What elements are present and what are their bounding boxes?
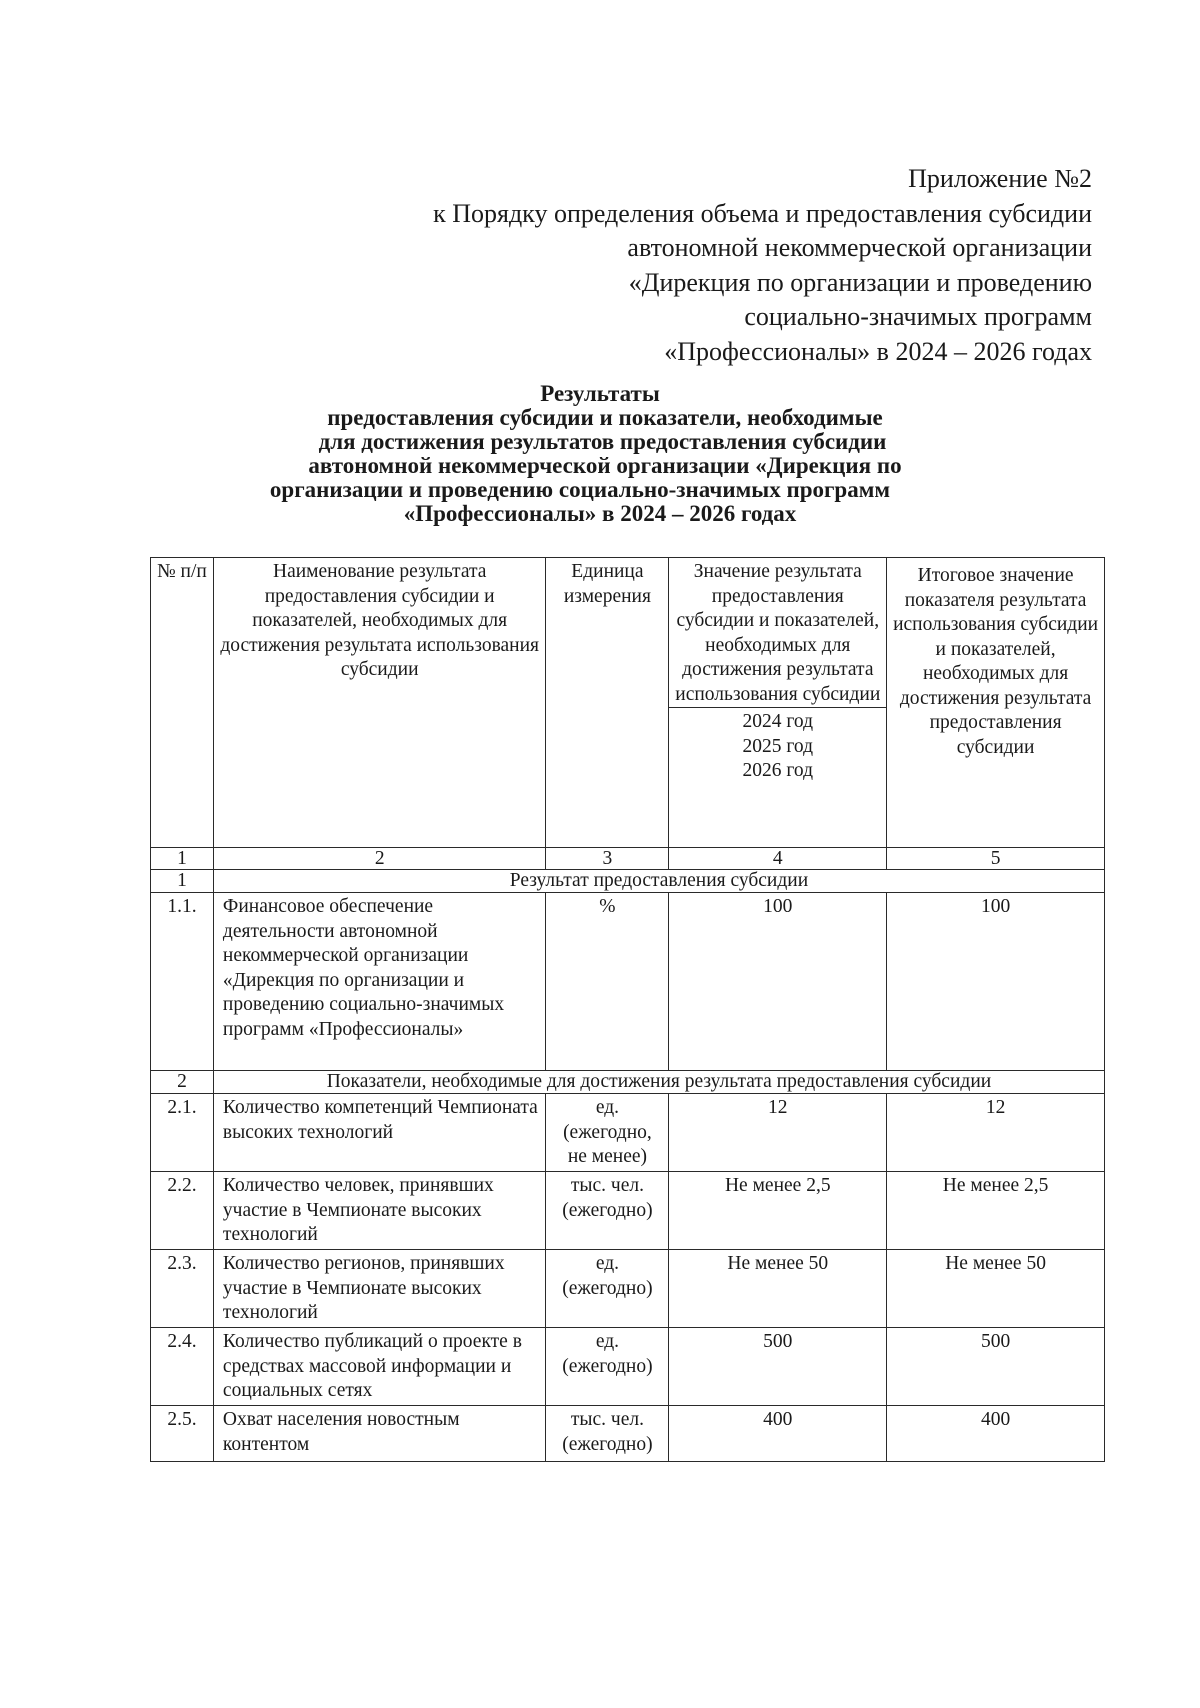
section-title: Показатели, необходимые для достижения результата предоставления субсидии bbox=[213, 1071, 1104, 1094]
annex-line: социально-значимых программ bbox=[744, 302, 1092, 331]
table-row bbox=[151, 893, 1105, 1071]
section-row bbox=[151, 870, 1105, 893]
title-line: для достижения результатов предоставления субсидии bbox=[318, 429, 887, 454]
row-num: 2.2. bbox=[151, 1172, 214, 1250]
row-final: 500 bbox=[887, 1328, 1105, 1406]
section-title: Результат предоставления субсидии bbox=[213, 870, 1104, 893]
row-unit: ед. (ежегодно, не менее) bbox=[546, 1094, 669, 1172]
table-row bbox=[151, 1406, 1105, 1462]
header-value-text: Значение результата предоставления субсидии и показателей, необходимых для достижения результата использования субсидии bbox=[675, 561, 881, 705]
row-unit: тыс. чел. (ежегодно) bbox=[546, 1172, 669, 1250]
row-value: 12 bbox=[669, 1094, 887, 1172]
annex-line: «Профессионалы» в 2024 – 2026 годах bbox=[664, 336, 1092, 366]
row-num: 2.5. bbox=[151, 1406, 214, 1462]
column-number: 2 bbox=[213, 848, 546, 870]
section-num: 1 bbox=[151, 870, 214, 893]
row-num: 1.1. bbox=[151, 893, 214, 1071]
row-final: 12 bbox=[887, 1094, 1105, 1172]
row-final: Не менее 50 bbox=[887, 1250, 1105, 1328]
table-row bbox=[151, 1328, 1105, 1406]
row-final: Не менее 2,5 bbox=[887, 1172, 1105, 1250]
row-value: Не менее 2,5 bbox=[669, 1172, 887, 1250]
row-value: 100 bbox=[669, 893, 887, 1071]
table-row bbox=[151, 1250, 1105, 1328]
year-2024: 2024 год bbox=[742, 711, 814, 732]
row-unit: тыс. чел. (ежегодно) bbox=[546, 1406, 669, 1462]
title-line: организации и проведению социально-значимых программ bbox=[269, 477, 891, 502]
header-value bbox=[669, 558, 887, 848]
row-final: 100 bbox=[887, 893, 1105, 1071]
row-value: 500 bbox=[669, 1328, 887, 1406]
title-line: Результаты bbox=[540, 381, 660, 406]
annex-line: к Порядку определения объема и предоставления субсидии bbox=[433, 198, 1092, 228]
column-number: 4 bbox=[669, 848, 887, 870]
row-name: Количество публикаций о проекте в средствах массовой информации и социальных сетях bbox=[213, 1328, 546, 1406]
header-num: № п/п bbox=[151, 558, 214, 848]
row-num: 2.1. bbox=[151, 1094, 214, 1172]
row-unit: ед. (ежегодно) bbox=[546, 1250, 669, 1328]
header-name: Наименование результата предоставления субсидии и показателей, необходимых для достижения результата использования субсидии bbox=[213, 558, 546, 848]
table-row bbox=[151, 1172, 1105, 1250]
annex-line: Приложение №2 bbox=[908, 164, 1092, 193]
year-2025: 2025 год bbox=[742, 735, 814, 757]
table-row bbox=[151, 1094, 1105, 1172]
section-num: 2 bbox=[151, 1071, 214, 1094]
row-unit: % bbox=[546, 893, 669, 1071]
row-name: Финансовое обеспечение деятельности автономной некоммерческой организации «Дирекция по организации и проведению социально-значимых программ «Профессионалы» bbox=[213, 893, 546, 1071]
row-final: 400 bbox=[887, 1406, 1105, 1462]
header-final: Итоговое значение показателя результата использования субсидии и показателей, необходимых для достижения результата предоставления субсидии bbox=[887, 558, 1105, 848]
title-line: автономной некоммерческой организации «Дирекция по bbox=[308, 453, 902, 478]
annex-heading bbox=[332, 162, 1092, 369]
column-number: 3 bbox=[546, 848, 669, 870]
document-title bbox=[0, 382, 1200, 526]
annex-line: автономной некоммерческой организации bbox=[627, 233, 1092, 262]
header-years bbox=[669, 707, 886, 784]
row-value: 400 bbox=[669, 1406, 887, 1462]
year-2026: 2026 год bbox=[742, 760, 814, 781]
row-unit: ед. (ежегодно) bbox=[546, 1328, 669, 1406]
row-name: Количество компетенций Чемпионата высоких технологий bbox=[213, 1094, 546, 1172]
annex-line: «Дирекция по организации и проведению bbox=[628, 267, 1092, 297]
title-line: предоставления субсидии и показатели, необходимые bbox=[327, 405, 883, 430]
row-name: Охват населения новостным контентом bbox=[213, 1406, 546, 1462]
column-number: 1 bbox=[151, 848, 214, 870]
row-name: Количество человек, принявших участие в Чемпионате высоких технологий bbox=[213, 1172, 546, 1250]
row-num: 2.4. bbox=[151, 1328, 214, 1406]
table-header-row bbox=[151, 558, 1105, 848]
row-num: 2.3. bbox=[151, 1250, 214, 1328]
header-unit: Единица измерения bbox=[546, 558, 669, 848]
section-row bbox=[151, 1071, 1105, 1094]
column-number-row bbox=[151, 848, 1105, 870]
row-name: Количество регионов, принявших участие в Чемпионате высоких технологий bbox=[213, 1250, 546, 1328]
column-number: 5 bbox=[887, 848, 1105, 870]
results-table bbox=[150, 557, 1105, 1462]
title-line: «Профессионалы» в 2024 – 2026 годах bbox=[403, 501, 797, 526]
row-value: Не менее 50 bbox=[669, 1250, 887, 1328]
